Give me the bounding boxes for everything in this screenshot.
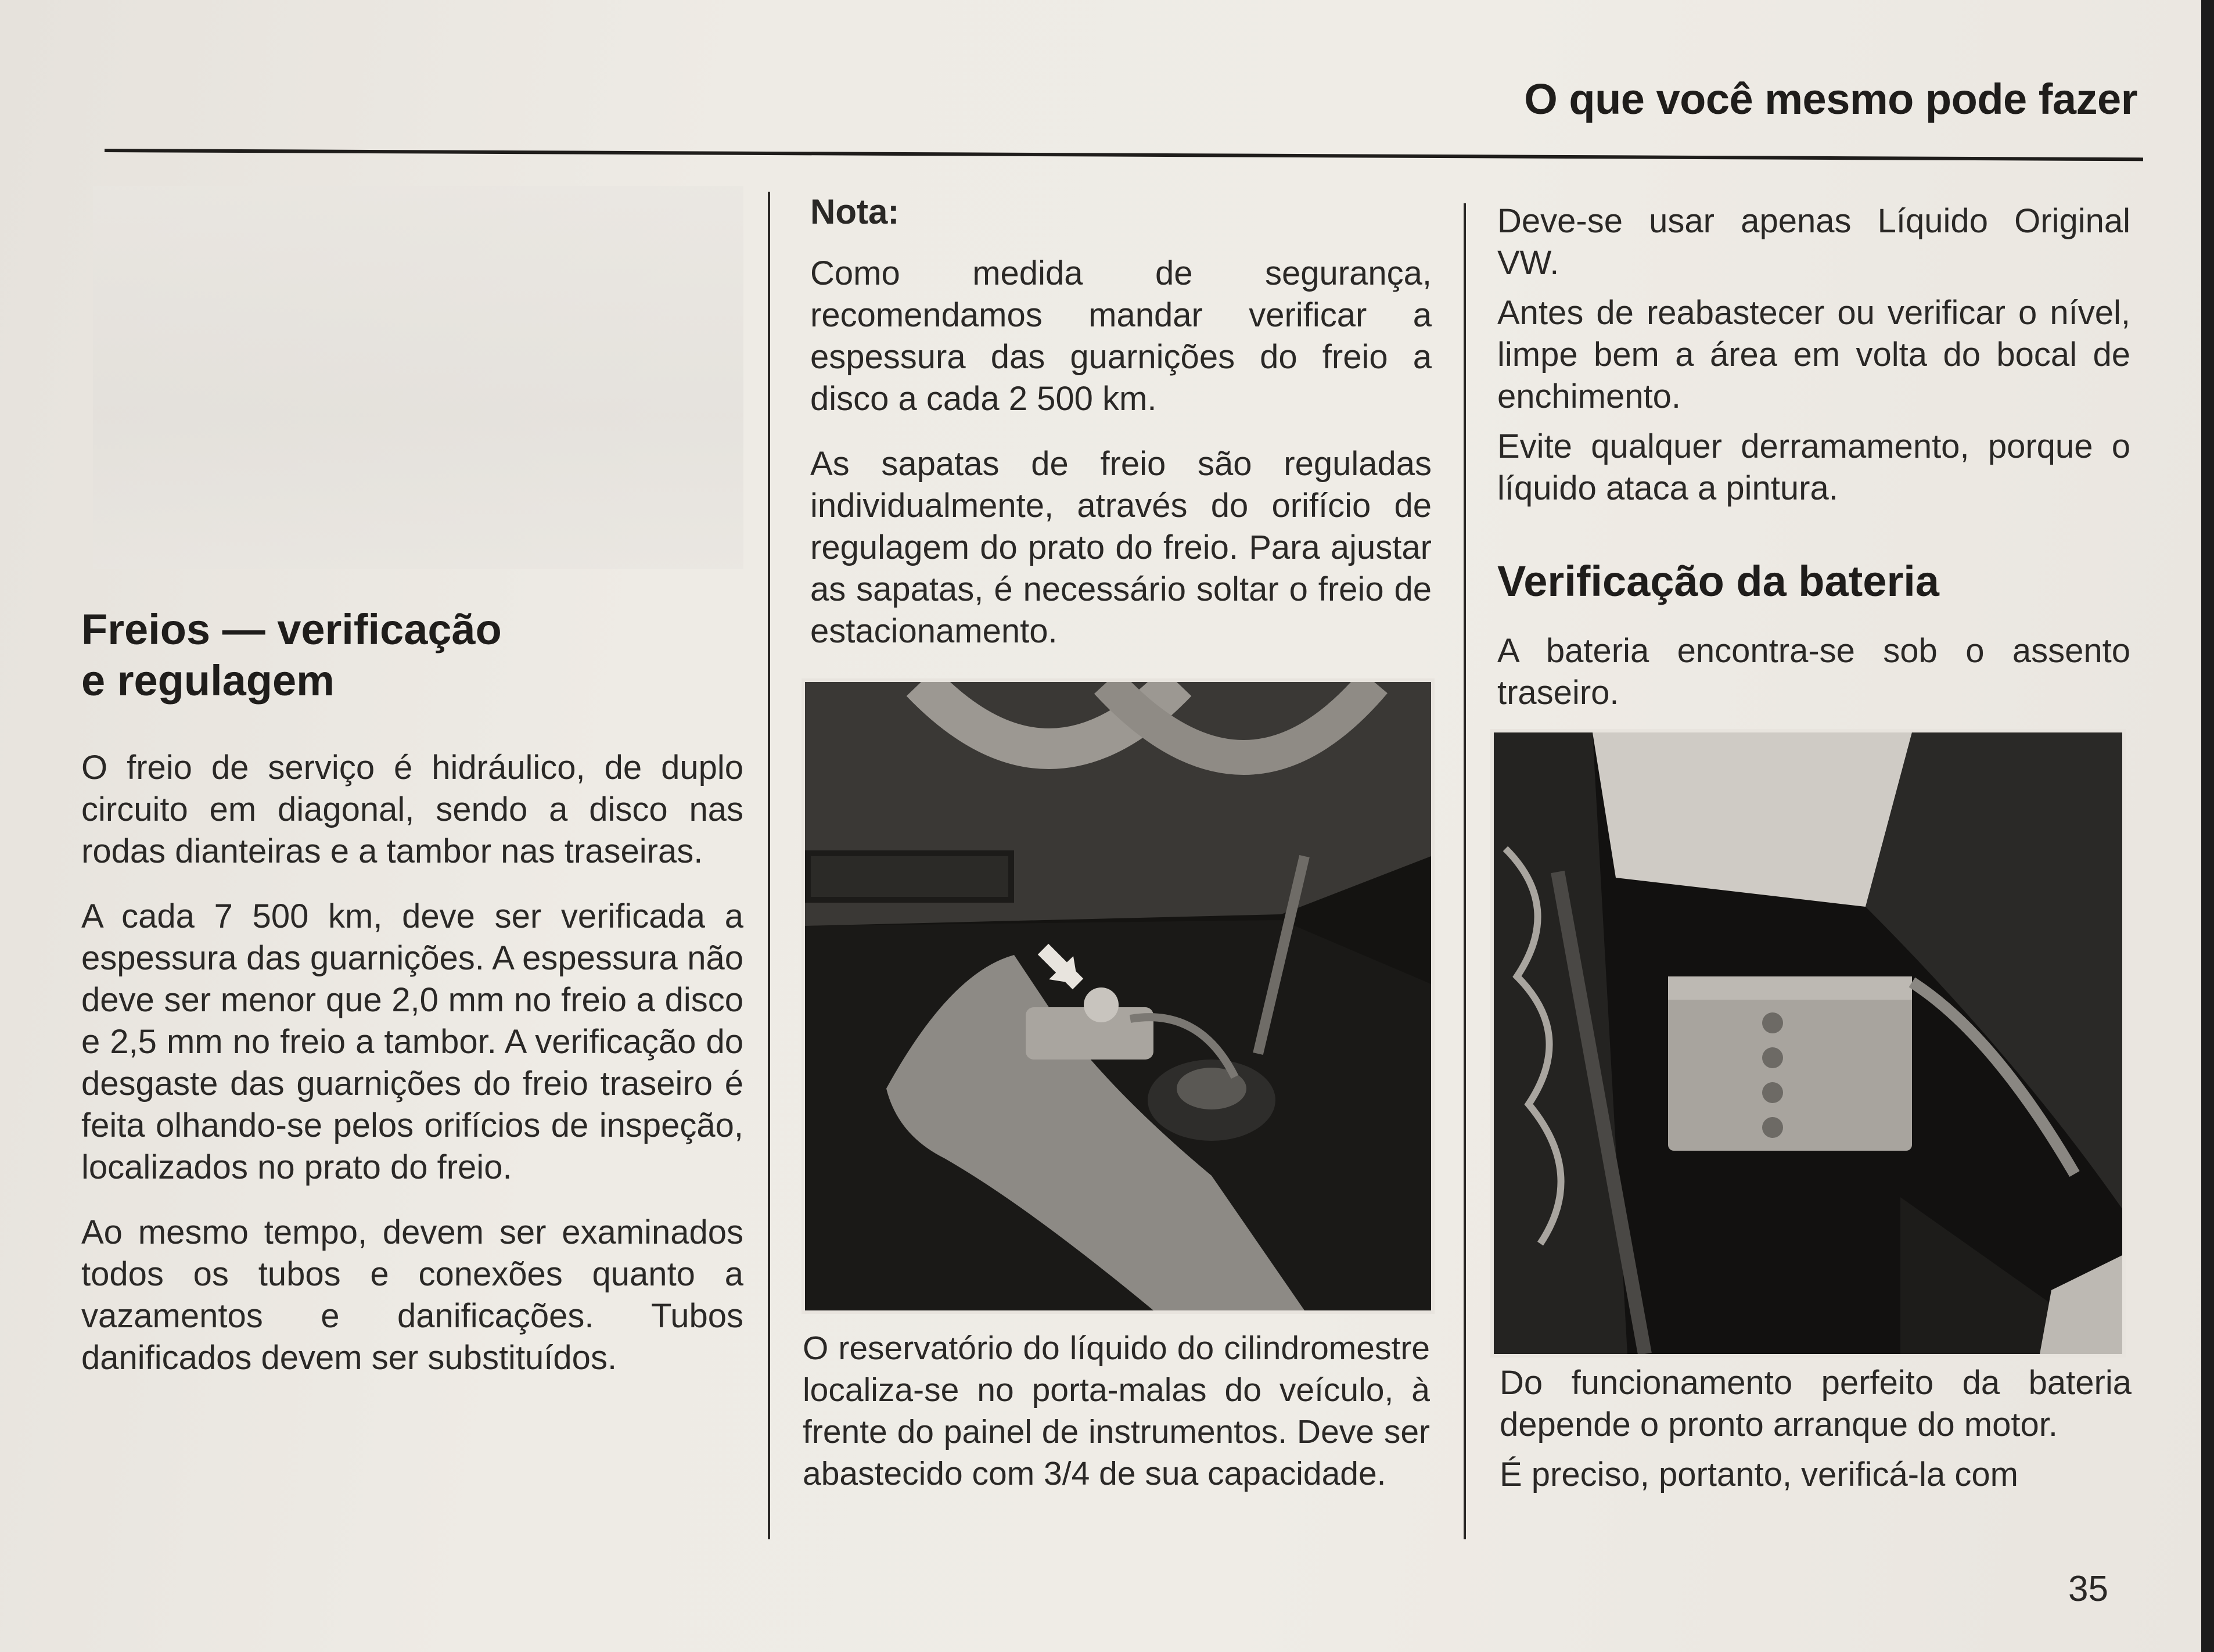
- reservoir-photo-drawing: [805, 682, 1431, 1310]
- battery-photo-drawing: [1494, 732, 2122, 1354]
- battery-paragraph-1: Do funcionamento perfeito da bateria depende o pronto arranque do motor.: [1500, 1364, 2132, 1443]
- faded-photo-area: [93, 186, 743, 569]
- note-paragraph-1: Como medida de segurança, recomendamos mandar verificar a espessura das guarnições do freio a disco a cada 2 500 km.: [810, 254, 1432, 418]
- right-paragraph-3: Evite qualquer derramamento, porque o líquido ataca a pintura.: [1497, 428, 2130, 507]
- reservoir-caption: O reservatório do líquido do cilindromestre localiza-se no porta-malas do veículo, à frente do painel de instrumentos. Deve ser abastecido com 3/4 de sua capacidade.: [803, 1330, 1430, 1492]
- battery-intro: A bateria encontra-se sob o assento traseiro.: [1497, 632, 2130, 712]
- left-paragraph-2: A cada 7 500 km, deve ser verificada a espessura das guarnições. A espessura não deve ser menor que 2,0 mm no freio a disco e 2,5 mm no freio a tambor. A verificação do desgaste das guarnições do freio traseiro é feita olhando-se pelos orifícios de inspeção, localizados no prato do freio.: [81, 897, 743, 1186]
- left-paragraph-3: Ao mesmo tempo, devem ser examinados todos os tubos e conexões quanto a vazamentos e danificações. Tubos danificados devem ser substituídos.: [81, 1213, 743, 1377]
- brakes-heading: Freios — verificação e regulagem: [81, 605, 502, 705]
- battery-heading: Verificação da bateria: [1497, 557, 1939, 605]
- reservoir-photo: [802, 678, 1435, 1314]
- column-divider-1: [768, 192, 770, 1539]
- reservoir-caption-block: [803, 1327, 1430, 1518]
- right-paragraph-1: Deve-se usar apenas Líquido Original VW.: [1497, 202, 2130, 282]
- right-paragraph-2: Antes de reabastecer ou verificar o nível, limpe bem a área em volta do bocal de enchimento.: [1497, 294, 2130, 415]
- header-rule: [105, 149, 2143, 161]
- column-divider-2: [1464, 203, 1466, 1539]
- page-number: 35: [2068, 1569, 2108, 1609]
- page-header-title: O que você mesmo pode fazer: [1524, 75, 2137, 123]
- left-paragraph-1: O freio de serviço é hidráulico, de duplo circuito em diagonal, sendo a disco nas rodas dianteiras e a tambor nas traseiras.: [81, 749, 743, 870]
- middle-column: [810, 192, 1432, 676]
- battery-paragraph-2: É preciso, portanto, verificá-la com: [1500, 1456, 2018, 1493]
- note-paragraph-2: As sapatas de freio são reguladas individualmente, através do orifício de regulagem do prato do freio. Para ajustar as sapatas, é necessário soltar o freio de estacionamento.: [810, 445, 1432, 650]
- right-column: [1497, 200, 2130, 737]
- left-column: [81, 604, 743, 1402]
- note-title: Nota:: [810, 192, 900, 231]
- battery-text-block: [1500, 1362, 2132, 1519]
- battery-photo: [1490, 729, 2126, 1357]
